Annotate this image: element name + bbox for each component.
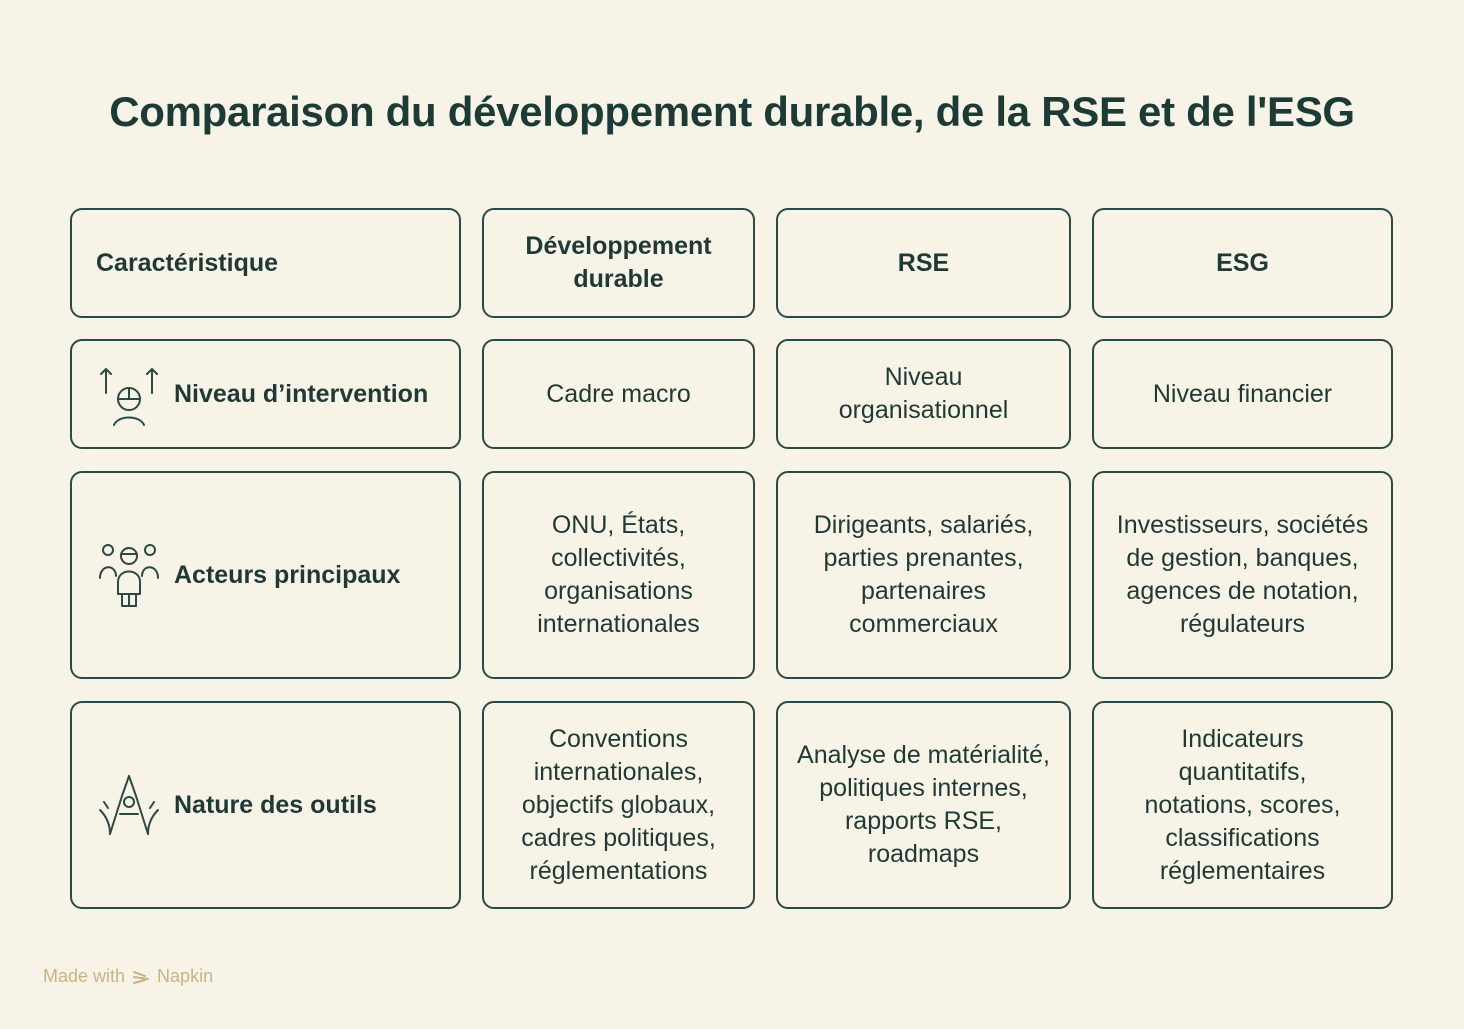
cell-text: Indicateurs quantitatifs, notations, scores, classifications réglementaires xyxy=(1144,724,1341,885)
row-label: Niveau d’intervention xyxy=(174,379,429,408)
footer-credit xyxy=(43,966,213,987)
cell-rse-outils xyxy=(776,701,1071,909)
header-caracteristique xyxy=(70,208,461,318)
cell-text: Investisseurs, sociétés de gestion, banques, agences de notation, régulateurs xyxy=(1116,511,1369,638)
header-label: ESG xyxy=(1216,248,1269,277)
header-label: Développement durable xyxy=(525,232,712,293)
cell-dd-outils xyxy=(482,701,755,909)
header-esg xyxy=(1092,208,1393,318)
row-label-niveau xyxy=(70,339,461,449)
tools-compass-icon xyxy=(96,772,162,838)
napkin-logo-icon xyxy=(131,967,151,987)
cell-text: Dirigeants, salariés, parties prenantes, partenaires commerciaux xyxy=(813,511,1034,638)
row-label-outils xyxy=(70,701,461,909)
cell-text: Niveau organisationnel xyxy=(838,363,1009,424)
header-label: Caractéristique xyxy=(96,248,279,277)
cell-rse-acteurs xyxy=(776,471,1071,679)
cell-rse-niveau xyxy=(776,339,1071,449)
cell-esg-niveau xyxy=(1092,339,1393,449)
cell-esg-acteurs xyxy=(1092,471,1393,679)
row-label-acteurs xyxy=(70,471,461,679)
group-people-icon xyxy=(96,542,162,608)
levels-person-icon xyxy=(96,361,162,427)
header-label: RSE xyxy=(897,248,950,277)
footer-made-with: Made with xyxy=(43,966,126,986)
row-label: Nature des outils xyxy=(174,790,377,819)
cell-esg-outils xyxy=(1092,701,1393,909)
cell-text: Analyse de matérialité, politiques internes, rapports RSE, roadmaps xyxy=(797,741,1050,868)
cell-text: Niveau financier xyxy=(1152,379,1333,408)
cell-text: ONU, États, collectivités, organisations internationales xyxy=(537,511,700,638)
cell-text: Conventions internationales, objectifs globaux, cadres politiques, réglementations xyxy=(521,724,716,885)
footer-brand: Napkin xyxy=(157,966,214,986)
cell-dd-niveau xyxy=(482,339,755,449)
header-rse xyxy=(776,208,1071,318)
page-title: Comparaison du développement durable, de la RSE et de l'ESG xyxy=(109,88,1355,135)
header-developpement-durable xyxy=(482,208,755,318)
row-label: Acteurs principaux xyxy=(174,560,401,589)
cell-dd-acteurs xyxy=(482,471,755,679)
cell-text: Cadre macro xyxy=(546,379,691,408)
